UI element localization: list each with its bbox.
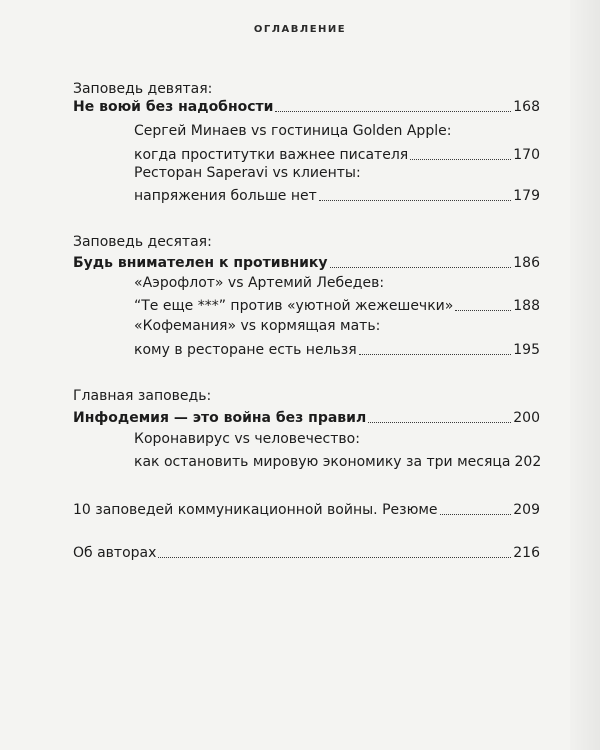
toc-subentry-title: “Те еще ***” против «уютной жежешечки» bbox=[134, 298, 454, 314]
toc-subentry[interactable] bbox=[134, 183, 540, 205]
toc-entry-title: Будь внимателен к противнику bbox=[73, 255, 328, 271]
leader-dots bbox=[410, 159, 511, 160]
page-header: ОГЛАВЛЕНИЕ bbox=[253, 24, 347, 35]
toc-entry-title: Инфодемия — это война без правил bbox=[73, 410, 367, 426]
toc-subentry-title: напряжения больше нет bbox=[134, 188, 317, 204]
leader-dots bbox=[158, 557, 511, 558]
leader-dots bbox=[359, 354, 512, 355]
toc-subentry-line1: Ресторан Saperavi vs клиенты: bbox=[134, 165, 361, 181]
toc-subentry-page: 179 bbox=[513, 188, 540, 204]
toc-subentry-page: 202 bbox=[514, 454, 542, 470]
leader-dots bbox=[368, 422, 511, 423]
leader-dots bbox=[440, 514, 512, 515]
toc-subentry-page: 188 bbox=[513, 298, 540, 314]
toc-subentry[interactable] bbox=[134, 337, 540, 359]
toc-subentry-line1: «Кофемания» vs кормящая мать: bbox=[134, 318, 381, 334]
toc-subentry-page: 170 bbox=[513, 147, 540, 163]
leader-dots bbox=[330, 267, 512, 268]
toc-subentry-line1: Сергей Минаев vs гостиница Golden Apple: bbox=[134, 123, 452, 139]
section-kicker: Заповедь девятая: bbox=[73, 81, 213, 97]
toc-subentry[interactable] bbox=[134, 449, 540, 471]
leader-dots bbox=[275, 111, 511, 112]
toc-entry-page: 200 bbox=[513, 410, 540, 426]
toc-entry-authors[interactable] bbox=[73, 540, 540, 562]
section-kicker: Заповедь десятая: bbox=[73, 234, 212, 250]
section-kicker: Главная заповедь: bbox=[73, 388, 212, 404]
toc-entry-section-title[interactable] bbox=[73, 405, 540, 427]
toc-subentry-line1: Коронавирус vs человечество: bbox=[134, 431, 360, 447]
toc-subentry-title: когда проститутки важнее писателя bbox=[134, 147, 409, 163]
toc-entry-page: 168 bbox=[513, 99, 540, 115]
toc-subentry-title: как остановить мировую экономику за три месяца bbox=[134, 454, 511, 470]
toc-subentry-line1: «Аэрофлот» vs Артемий Лебедев: bbox=[134, 275, 385, 291]
toc-subentry-title: кому в ресторане есть нельзя bbox=[134, 342, 357, 358]
toc-entry-page: 186 bbox=[513, 255, 540, 271]
toc-entry-section-title[interactable] bbox=[73, 250, 540, 272]
toc-subentry-page: 195 bbox=[513, 342, 540, 358]
toc-entry-page: 209 bbox=[513, 502, 540, 518]
toc-entry-section-title[interactable] bbox=[73, 94, 540, 116]
toc-entry-page: 216 bbox=[513, 545, 540, 561]
toc-entry-title: 10 заповедей коммуникационной войны. Резюме bbox=[73, 502, 438, 518]
toc-entry-title: Об авторах bbox=[73, 545, 157, 561]
leader-dots bbox=[455, 310, 511, 311]
toc-subentry[interactable] bbox=[134, 293, 540, 315]
toc-entry-title: Не воюй без надобности bbox=[73, 99, 274, 115]
leader-dots bbox=[319, 200, 512, 201]
toc-entry-summary[interactable] bbox=[73, 497, 540, 519]
toc-subentry[interactable] bbox=[134, 142, 540, 164]
